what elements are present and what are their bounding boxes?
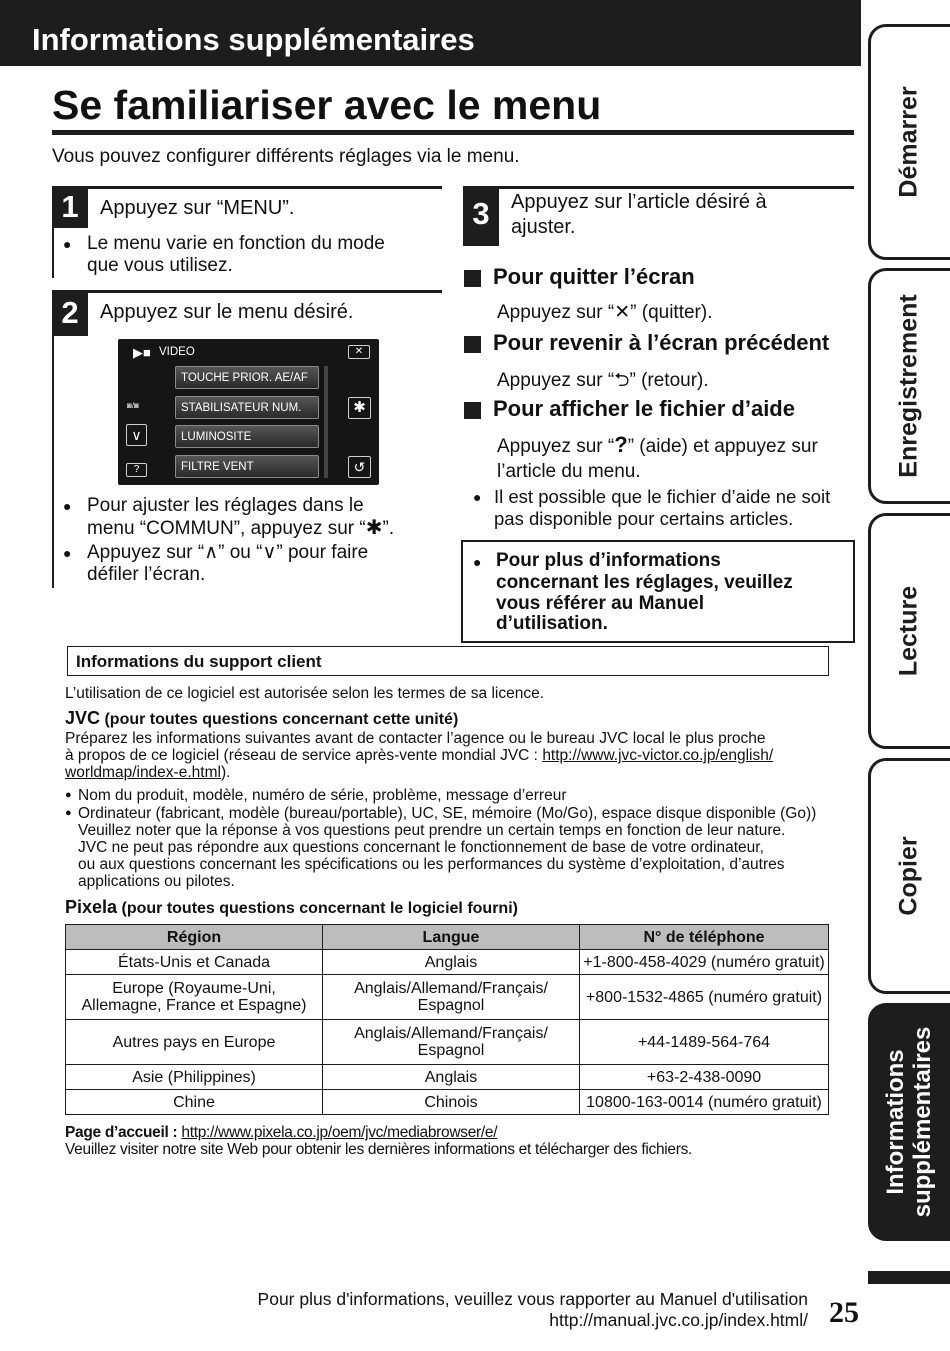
back-heading-text: Pour revenir à l’écran précédent: [493, 330, 830, 355]
footer-line: Pour plus d'informations, veuillez vous rapporter au Manuel d'utilisation: [257, 1289, 808, 1309]
step1-rule: [52, 186, 442, 189]
tab-label-line: supplémentaires: [909, 1026, 936, 1218]
jvc-text: [65, 730, 845, 781]
info-box-line: d’utilisation.: [496, 613, 608, 634]
square-bullet-icon: [464, 402, 481, 419]
jvc-bullet-line: applications ou pilotes.: [78, 873, 235, 890]
table-cell: +800-1532-4865 (numéro gratuit): [580, 975, 829, 1020]
menu-item[interactable]: FILTRE VENT: [175, 455, 319, 478]
homepage-line: [65, 1124, 497, 1141]
step2-note-line: ”.: [382, 518, 395, 539]
step2-notes: ● Pour ajuster les réglages dans le menu “COMMUN”, appuyez sur “✱”. ● Appuyez sur “∧” ou “∨” pour faire défiler l’écran.: [63, 495, 395, 585]
pixela-subtitle: (pour toutes questions concernant le logiciel fourni): [117, 900, 518, 917]
table-row: [66, 975, 829, 1020]
jvc-bullets: ● Nom du produit, modèle, numéro de série, problème, message d’erreur ● Ordinateur (fabricant, modèle (bureau/portable), UC, SE, mémoire (Mo/Go), espace disque disponible (Go)) Veuillez noter que la réponse à vos questions peut prendre un certain temps en fonction de leur nature. JVC ne peut pas répondre aux questions concernant le fonctionnement de base de votre ordinateur, ou aux questions concernant les spécifications ou les performances du système d’exploitation, d’autres applications ou pilotes.: [65, 787, 855, 890]
cell-line: Espagnol: [417, 1042, 485, 1059]
tab-bottom-bar: [868, 1271, 950, 1284]
table-header: Langue: [323, 925, 580, 950]
table-cell: 10800-163-0014 (numéro gratuit): [580, 1090, 829, 1115]
table-cell: [66, 975, 323, 1020]
footer-text: [150, 1289, 808, 1331]
jvc-text-line: Préparez les informations suivantes avant de contacter l’agence ou le bureau JVC local le plus proche: [65, 730, 766, 747]
cell-line: Anglais/Allemand/Français/: [354, 1025, 548, 1042]
menu-item[interactable]: LUMINOSITE: [175, 425, 319, 448]
help-text: [497, 432, 818, 484]
help-text-part: Appuyez sur “: [497, 436, 615, 457]
title-rule: [52, 130, 854, 135]
step3-text-line: ajuster.: [511, 216, 576, 238]
license-text: L’utilisation de ce logiciel est autorisée selon les termes de sa licence.: [65, 685, 545, 702]
tab-demarrer-label: Démarrer: [894, 86, 923, 198]
table-cell: Chinois: [323, 1090, 580, 1115]
tab-informations-label: [882, 1027, 936, 1218]
info-box: ● Pour plus d’informations concernant les réglages, veuillez vous référer au Manuel d’utilisation.: [461, 540, 855, 643]
jvc-bullet-line: Veuillez noter que la réponse à vos questions peut prendre un certain temps en fonction de leur nature.: [78, 822, 786, 839]
table-cell: +63-2-438-0090: [580, 1065, 829, 1090]
help-heading: [464, 396, 795, 422]
back-icon[interactable]: ↺: [348, 456, 371, 478]
jvc-brand: JVC: [65, 708, 101, 728]
back-text-part: Appuyez sur “: [497, 370, 615, 391]
jvc-text-line: ).: [220, 764, 231, 781]
step1-text: Appuyez sur “MENU”.: [100, 197, 295, 219]
close-icon[interactable]: ✕: [348, 345, 370, 359]
scrollbar[interactable]: [324, 366, 328, 478]
page-title: Se familiariser avec le menu: [52, 82, 602, 128]
table-cell: [323, 975, 580, 1020]
gear-icon[interactable]: ✱: [348, 397, 371, 419]
cell-line: Espagnol: [417, 997, 485, 1014]
info-box-line: vous référer au Manuel: [496, 592, 705, 614]
table-header-row: [66, 925, 829, 950]
step3-text-line: Appuyez sur l’article désiré à: [511, 191, 767, 213]
square-bullet-icon: [464, 336, 481, 353]
step2-note-line: défiler l’écran.: [87, 564, 206, 585]
mode-label: VIDEO: [159, 346, 195, 358]
step3-number: 3: [463, 186, 499, 246]
step3-rule: [463, 186, 854, 189]
step2-text: Appuyez sur le menu désiré.: [100, 301, 354, 323]
jvc-heading: [65, 708, 458, 729]
cell-line: Anglais/Allemand/Français/: [354, 980, 548, 997]
jvc-bullet-line: Nom du produit, modèle, numéro de série, problème, message d’erreur: [78, 787, 567, 804]
info-box-line: Pour plus d’informations: [496, 550, 721, 571]
pixela-brand: Pixela: [65, 897, 118, 917]
step1-note-line: que vous utilisez.: [87, 255, 233, 276]
menu-screen: [118, 339, 379, 485]
jvc-text-line: à propos de ce logiciel (réseau de service après-vente mondial JVC :: [65, 747, 543, 764]
video-camera-icon: ▶■: [133, 345, 151, 360]
homepage-label: Page d’accueil :: [65, 1124, 182, 1141]
table-cell: Asie (Philippines): [66, 1065, 323, 1090]
table-row: [66, 1020, 829, 1065]
help-icon[interactable]: ?: [126, 463, 147, 477]
step2-note-line: menu “COMMUN”, appuyez sur “: [87, 518, 366, 539]
quit-heading: [464, 264, 695, 290]
step3-text: [511, 190, 767, 240]
table-header: N° de téléphone: [580, 925, 829, 950]
cell-line: Europe (Royaume-Uni,: [112, 980, 276, 997]
table-cell: [323, 1020, 580, 1065]
table-cell: États-Unis et Canada: [66, 950, 323, 975]
tab-enregistrement-label: Enregistrement: [894, 294, 923, 478]
intro-text: Vous pouvez configurer différents réglages via le menu.: [52, 146, 520, 167]
help-icon: ?: [614, 432, 628, 457]
jvc-bullet-line: JVC ne peut pas répondre aux questions concernant le fonctionnement de base de votre ordinateur,: [78, 839, 764, 856]
info-box-line: concernant les réglages, veuillez: [496, 572, 793, 593]
step2-note-line: Appuyez sur “∧” ou “∨” pour faire: [87, 542, 369, 563]
menu-item[interactable]: STABILISATEUR NUM.: [175, 396, 319, 419]
step1-number: 1: [52, 186, 88, 228]
back-text: [497, 366, 709, 398]
gear-icon: ✱: [365, 517, 383, 539]
back-heading: [464, 330, 829, 356]
table-row: [66, 1090, 829, 1115]
tab-copier-label: Copier: [894, 836, 923, 916]
jvc-bullet-line: ou aux questions concernant les spécifications ou les performances du système d’exploitation, d’autres: [78, 856, 785, 873]
back-text-part: ” (retour).: [629, 370, 709, 391]
table-cell: Autres pays en Europe: [66, 1020, 323, 1065]
pixela-heading: [65, 897, 518, 918]
table-row: [66, 1065, 829, 1090]
table-cell: Anglais: [323, 950, 580, 975]
jvc-link[interactable]: http://www.jvc-victor.co.jp/english/: [542, 747, 774, 764]
homepage-note: Veuillez visiter notre site Web pour obtenir les dernières informations et télécharger des fichiers.: [65, 1141, 693, 1158]
support-table: [65, 924, 829, 1115]
jvc-link[interactable]: worldmap/index-e.html: [65, 764, 221, 781]
scroll-down-icon[interactable]: ∨: [126, 424, 147, 446]
help-note: ● Il est possible que le fichier d’aide ne soit pas disponible pour certains articles.: [473, 486, 831, 529]
return-icon: ⮌: [614, 370, 630, 391]
help-note-line: Il est possible que le fichier d’aide ne soit: [494, 486, 831, 507]
footer-url[interactable]: http://manual.jvc.co.jp/index.html/: [549, 1310, 808, 1330]
step1-note: ● Le menu varie en fonction du mode que vous utilisez.: [63, 233, 385, 276]
step2-number: 2: [52, 290, 88, 336]
step2-rule: [52, 290, 442, 293]
jvc-subtitle: (pour toutes questions concernant cette unité): [100, 711, 459, 728]
table-cell: +44-1489-564-764: [580, 1020, 829, 1065]
tab-label-line: Informations: [882, 1049, 909, 1195]
quit-heading-text: Pour quitter l’écran: [493, 264, 695, 289]
mode-switch-icon: ◙/◙: [127, 401, 139, 410]
help-text-part: l’article du menu.: [497, 461, 641, 482]
section-title: Informations supplémentaires: [32, 22, 475, 57]
step1-note-line: Le menu varie en fonction du mode: [87, 233, 385, 254]
help-text-part: ” (aide) et appuyez sur: [627, 436, 818, 457]
table-cell: +1-800-458-4029 (numéro gratuit): [580, 950, 829, 975]
support-title-box: [67, 646, 829, 676]
help-note-line: pas disponible pour certains articles.: [494, 508, 794, 529]
help-heading-text: Pour afficher le fichier d’aide: [493, 396, 795, 421]
square-bullet-icon: [464, 270, 481, 287]
page-number: 25: [829, 1296, 859, 1329]
quit-text: Appuyez sur “✕” (quitter).: [497, 302, 713, 323]
menu-item[interactable]: TOUCHE PRIOR. AE/AF: [175, 366, 319, 389]
cell-line: Allemagne, France et Espagne): [81, 997, 307, 1014]
jvc-bullet-line: Ordinateur (fabricant, modèle (bureau/portable), UC, SE, mémoire (Mo/Go), espace disque disponible (Go)): [78, 805, 817, 822]
table-row: [66, 950, 829, 975]
support-title: Informations du support client: [76, 652, 322, 671]
tab-lecture-label: Lecture: [894, 585, 923, 677]
table-header: Région: [66, 925, 323, 950]
table-cell: Chine: [66, 1090, 323, 1115]
homepage-link[interactable]: http://www.pixela.co.jp/oem/jvc/mediabrowser/e/: [181, 1124, 498, 1141]
step2-note-line: Pour ajuster les réglages dans le: [87, 495, 364, 516]
table-cell: Anglais: [323, 1065, 580, 1090]
